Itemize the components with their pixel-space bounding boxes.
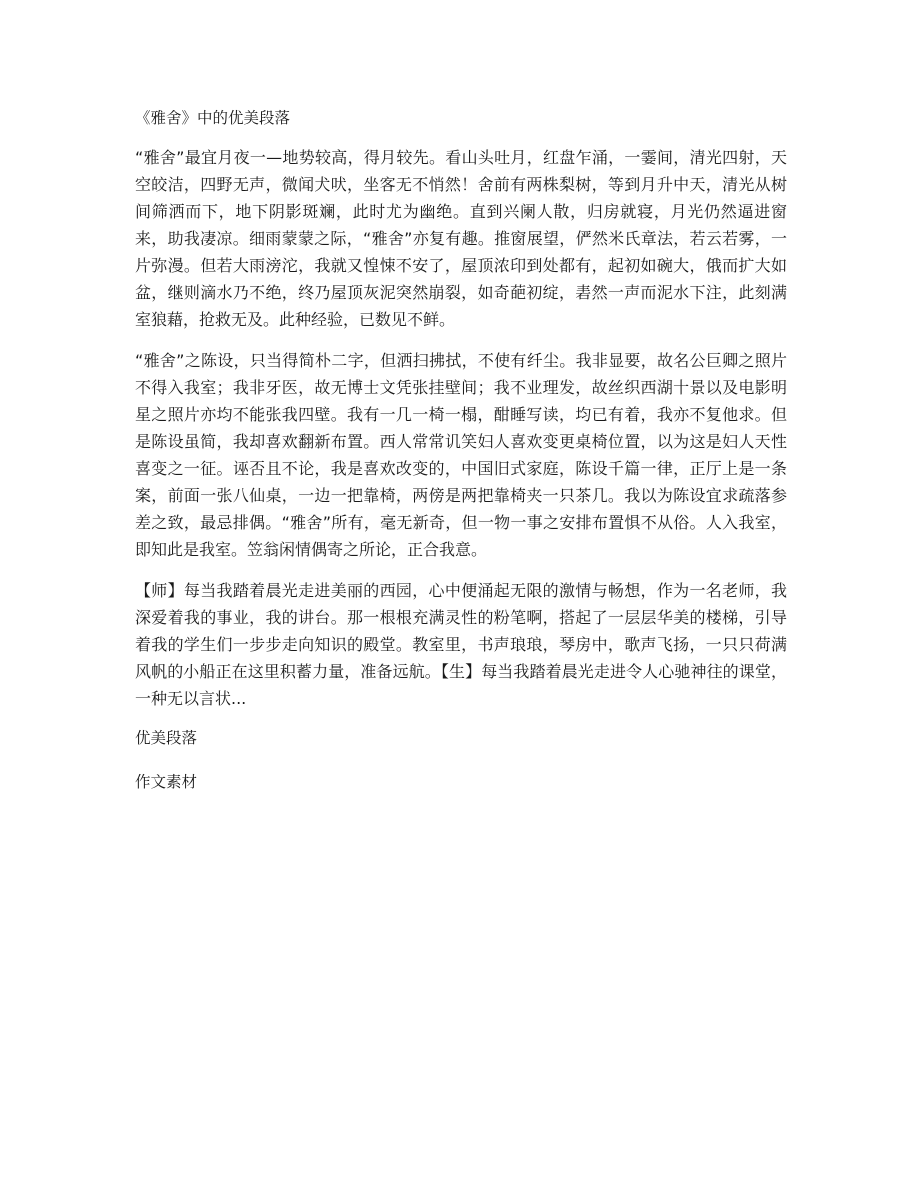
document-page [135,100,787,814]
paragraph-furnishings: “雅舍”之陈设，只当得简朴二字，但洒扫拂拭，不使有纤尘。我非显要，故名公巨卿之照片不得入我室；我非牙医，故无博士文凭张挂壁间；我不业理发，故丝织西湖十景以及电影明星之照片亦均不能张我四壁。我有一几一椅一榻，酣睡写读，均已有着，我亦不复他求。但是陈设虽简，我却喜欢翻新布置。西人常常讥笑妇人喜欢变更桌椅位置，以为这是妇人天性喜变之一征。诬否且不论，我是喜欢改变的，中国旧式家庭，陈设千篇一律，正厅上是一条案，前面一张八仙桌，一边一把靠椅，两傍是两把靠椅夹一只茶几。我以为陈设宜求疏落参差之致，最忌排偶。“雅舍”所有，毫无新奇，但一物一事之安排布置惧不从俗。人入我室，即知此是我室。笠翁闲情偶寄之所论，正合我意。 [135,351,787,559]
tag-composition-material: 作文素材 [135,773,198,791]
paragraph-moonlight: “雅舍”最宜月夜一—地势较高，得月较先。看山头吐月，红盘乍涌，一霎间，清光四射，天空皎洁，四野无声，微闻犬吠，坐客无不悄然！舍前有两株梨树，等到月升中天，清光从树间筛洒而下，地下阴影斑斓，此时尤为幽绝。直到兴阑人散，归房就寝，月光仍然逼进窗来，助我凄凉。细雨蒙蒙之际，“雅舍”亦复有趣。推窗展望，俨然米氏章法，若云若雾，一片弥漫。但若大雨滂沱，我就又惶悚不安了，屋顶浓印到处都有，起初如碗大，俄而扩大如盆，继则滴水乃不绝，终乃屋顶灰泥突然崩裂，如奇葩初绽，砉然一声而泥水下注，此刻满室狼藉，抢救无及。此种经验，已数见不鲜。 [135,148,787,329]
tag-beautiful-paragraphs: 优美段落 [135,729,198,747]
paragraph-teacher: 【师】每当我踏着晨光走进美丽的西园，心中便涌起无限的激情与畅想，作为一名老师，我深爱着我的事业，我的讲台。那一根根充满灵性的粉笔啊，搭起了一层层华美的楼梯，引导着我的学生们一步步走向知识的殿堂。教室里，书声琅琅，琴房中，歌声飞扬，一只只荷满风帆的小船正在这里积蓄力量，准备远航。【生】每当我踏着晨光走进令人心驰神往的课堂，一种无以言状... [135,581,787,708]
document-title: 《雅舍》中的优美段落 [135,109,291,127]
